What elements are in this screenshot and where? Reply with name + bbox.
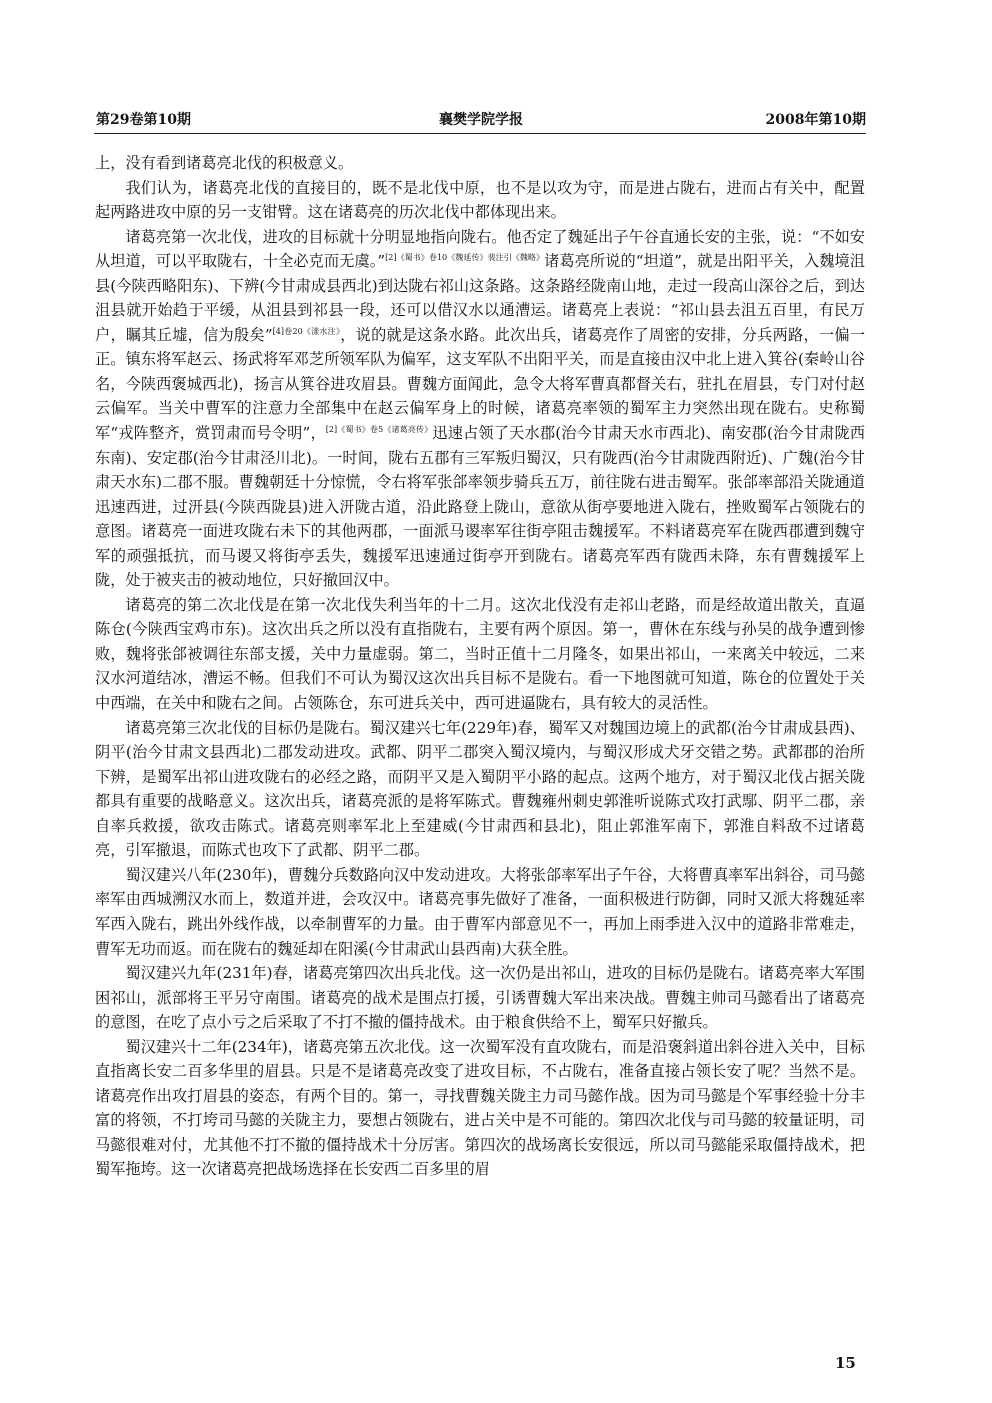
paragraph-3-text-b: 诸葛亮所说的“坦道”，就是出阳平关，入魏境沮县(今陕西略阳东)、下辨(今甘肃成县西北)到达陇右祁山这条路。这条路经陇南山地，走过一段高山深谷之后，到达沮县就开始趋于平缓，从沮县到祁县一段，还可以借汉水以通漕运。诸葛亮上表说：“祁山县去沮五百里，有民万户，瞩其丘墟，信为殷矣” <box>95 252 865 344</box>
paragraph-3 <box>95 225 865 593</box>
paragraph-1: 上，没有看到诸葛亮北伐的积极意义。 <box>95 154 354 172</box>
citation-weiyan: [2]《蜀书》卷10《魏延传》裴注引《魏略》 <box>385 253 545 263</box>
paragraph-5: 诸葛亮第三次北伐的目标仍是陇右。蜀汉建兴七年(229年)春，蜀军又对魏国边境上的武都(治今甘肃成县西)、阴平(治今甘肃文县西北)二郡发动进攻。武都、阴平二郡突入蜀汉境内，与蜀汉形成犬牙交错之势。武都郡的治所下辨，是蜀军出祁山进攻陇右的必经之路，而阴平又是入蜀阴平小路的起点。这两个地方，对于蜀汉北伐占据关陇都具有重要的战略意义。这次出兵，诸葛亮派的是将军陈式。曹魏雍州刺史郭淮听说陈式攻打武䣕、阴平二郡，亲自率兵救援，欲攻击陈式。诸葛亮则率军北上至建威(今甘肃西和县北)，阻止郭淮军南下，郭淮自料敌不过诸葛亮，引军撤退，而陈式也攻下了武都、阴平二郡。 <box>95 718 865 860</box>
paragraph-3-text-d: 迅速占领了天水郡(治今甘肃天水市西北)、南安郡(治今甘肃陇西东南)、安定郡(治今甘肃泾川北)。一时间，陇右五郡有三军叛归蜀汉，只有陇西(治今甘肃陇西附近)、广魏(治今甘肃天水东)二郡不服。曹魏朝廷十分惊慌，令右将军张郃率领步骑兵五万，前往陇右进击蜀军。张郃率部沿关陇通道迅速西进，过汧县(今陕西陇县)进入汧陇古道，沿此路登上陇山，意欲从街亭要地进入陇右，挫败蜀军占领陇右的意图。诸葛亮一面进攻陇右未下的其他两郡，一面派马谡率军往街亭阻击魏援军。不料诸葛亮军在陇西郡遭到魏守军的顽强抵抗，而马谡又将街亭丢失，魏援军迅速通过街亭开到陇右。诸葛亮军西有陇西未降，东有曹魏援军上陇，处于被夹击的被动地位，只好撤回汉中。 <box>95 424 866 590</box>
paragraph-6: 蜀汉建兴八年(230年)，曹魏分兵数路向汉中发动进攻。大将张郃率军出子午谷，大将曹真率军出斜谷，司马懿率军由西城溯汉水而上，数道并进，会攻汉中。诸葛亮事先做好了准备，一面积极进行防御，同时又派大将魏延率军西入陇右，跳出外线作战，以牵制曹军的力量。由于曹军内部意见不一，再加上雨季进入汉中的道路非常难走，曹军无功而返。而在陇右的魏延却在阳溪(今甘肃武山县西南)大获全胜。 <box>95 865 865 958</box>
header-journal-title: 襄樊学院学报 <box>439 112 523 128</box>
paragraph-2: 我们认为，诸葛亮北伐的直接目的，既不是北伐中原，也不是以攻为守，而是进占陇右，进而占有关中，配置起两路进攻中原的另一支钳臂。这在诸葛亮的历次北伐中都体现出来。 <box>95 178 865 222</box>
paragraph-7: 蜀汉建兴九年(231年)春，诸葛亮第四次出兵北伐。这一次仍是出祁山，进攻的目标仍是陇右。诸葛亮率大军围困祁山，派部将王平另守南围。诸葛亮的战术是围点打援，引诱曹魏大军出来决战。曹魏主帅司马懿看出了诸葛亮的意图，在吃了点小亏之后采取了不打不撤的僵持战术。由于粮食供给不上，蜀军只好撤兵。 <box>95 964 865 1032</box>
paragraph-8: 蜀汉建兴十二年(234年)，诸葛亮第五次北伐。这一次蜀军没有直攻陇右，而是沿褒斜道出斜谷进入关中，目标直指离长安二百多华里的眉县。只是不是诸葛亮改变了进攻目标，不占陇右，准备直接占领长安了呢？当然不是。诸葛亮作出攻打眉县的姿态，有两个目的。第一，寻找曹魏关陇主力司马懿作战。因为司马懿是个军事经验十分丰富的将领，不打垮司马懿的关陇主力，要想占领陇右，进占关中是不可能的。第四次北伐与司马懿的较量证明，司马懿很难对付，尤其他不打不撤的僵持战术十分厉害。第四次的战场离长安很远，所以司马懿能采取僵持战术，把蜀军拖垮。这一次诸葛亮把战场选择在长安西二百多里的眉 <box>95 1037 865 1179</box>
paragraph-3-text-a: 诸葛亮第一次北伐，进攻的目标就十分明显地指向陇右。他否定了魏延出子午谷直通长安的主张，说：“不如安从坦道，可以平取陇右，十全必克而无虞。” <box>95 227 865 271</box>
header-rule <box>94 133 866 134</box>
article-body <box>95 151 865 1182</box>
citation-yangshui: [4]卷20《漾水注》 <box>272 326 341 336</box>
citation-zhugeliang: [2]《蜀书》卷5《诸葛亮传》 <box>325 425 433 435</box>
paragraph-3-text-c: ，说的就是这条水路。此次出兵，诸葛亮作了周密的安排，分兵两路，一偏一正。镇东将军赵云、扬武将军邓芝所领军队为偏军，这支军队不出阳平关，而是直接由汉中北上进入箕谷(秦岭山谷名，今陕西褒城西北)，扬言从箕谷进攻眉县。曹魏方面闻此，急令大将军曹真都督关右，驻扎在眉县，专门对付赵云偏军。当关中曹军的注意力全部集中在赵云偏军身上的时候，诸葛亮率领的蜀军主力突然出现在陇右。史称蜀军“戎阵整齐，赏罚肃而号令明”， <box>95 325 866 443</box>
running-header <box>96 106 866 130</box>
header-volume-issue: 第29卷第10期 <box>96 112 191 128</box>
page-number: 15 <box>835 1354 856 1372</box>
header-year-issue: 2008年第10期 <box>765 112 866 128</box>
paragraph-4: 诸葛亮的第二次北伐是在第一次北伐失利当年的十二月。这次北伐没有走祁山老路，而是经故道出散关，直逼陈仓(今陕西宝鸡市东)。这次出兵之所以没有直指陇右，主要有两个原因。第一，曹休在东线与孙吴的战争遭到惨败，魏将张郃被调往东部支援，关中力量虚弱。第二，当时正值十二月隆冬，如果出祁山，一来离关中较远，二来汉水河道结冰，漕运不畅。但我们不可认为蜀汉这次出兵目标不是陇右。看一下地图就可知道，陈仓的位置处于关中西端，在关中和陇右之间。占领陈仓，东可进兵关中，西可进逼陇右，具有较大的灵活性。 <box>95 595 865 713</box>
